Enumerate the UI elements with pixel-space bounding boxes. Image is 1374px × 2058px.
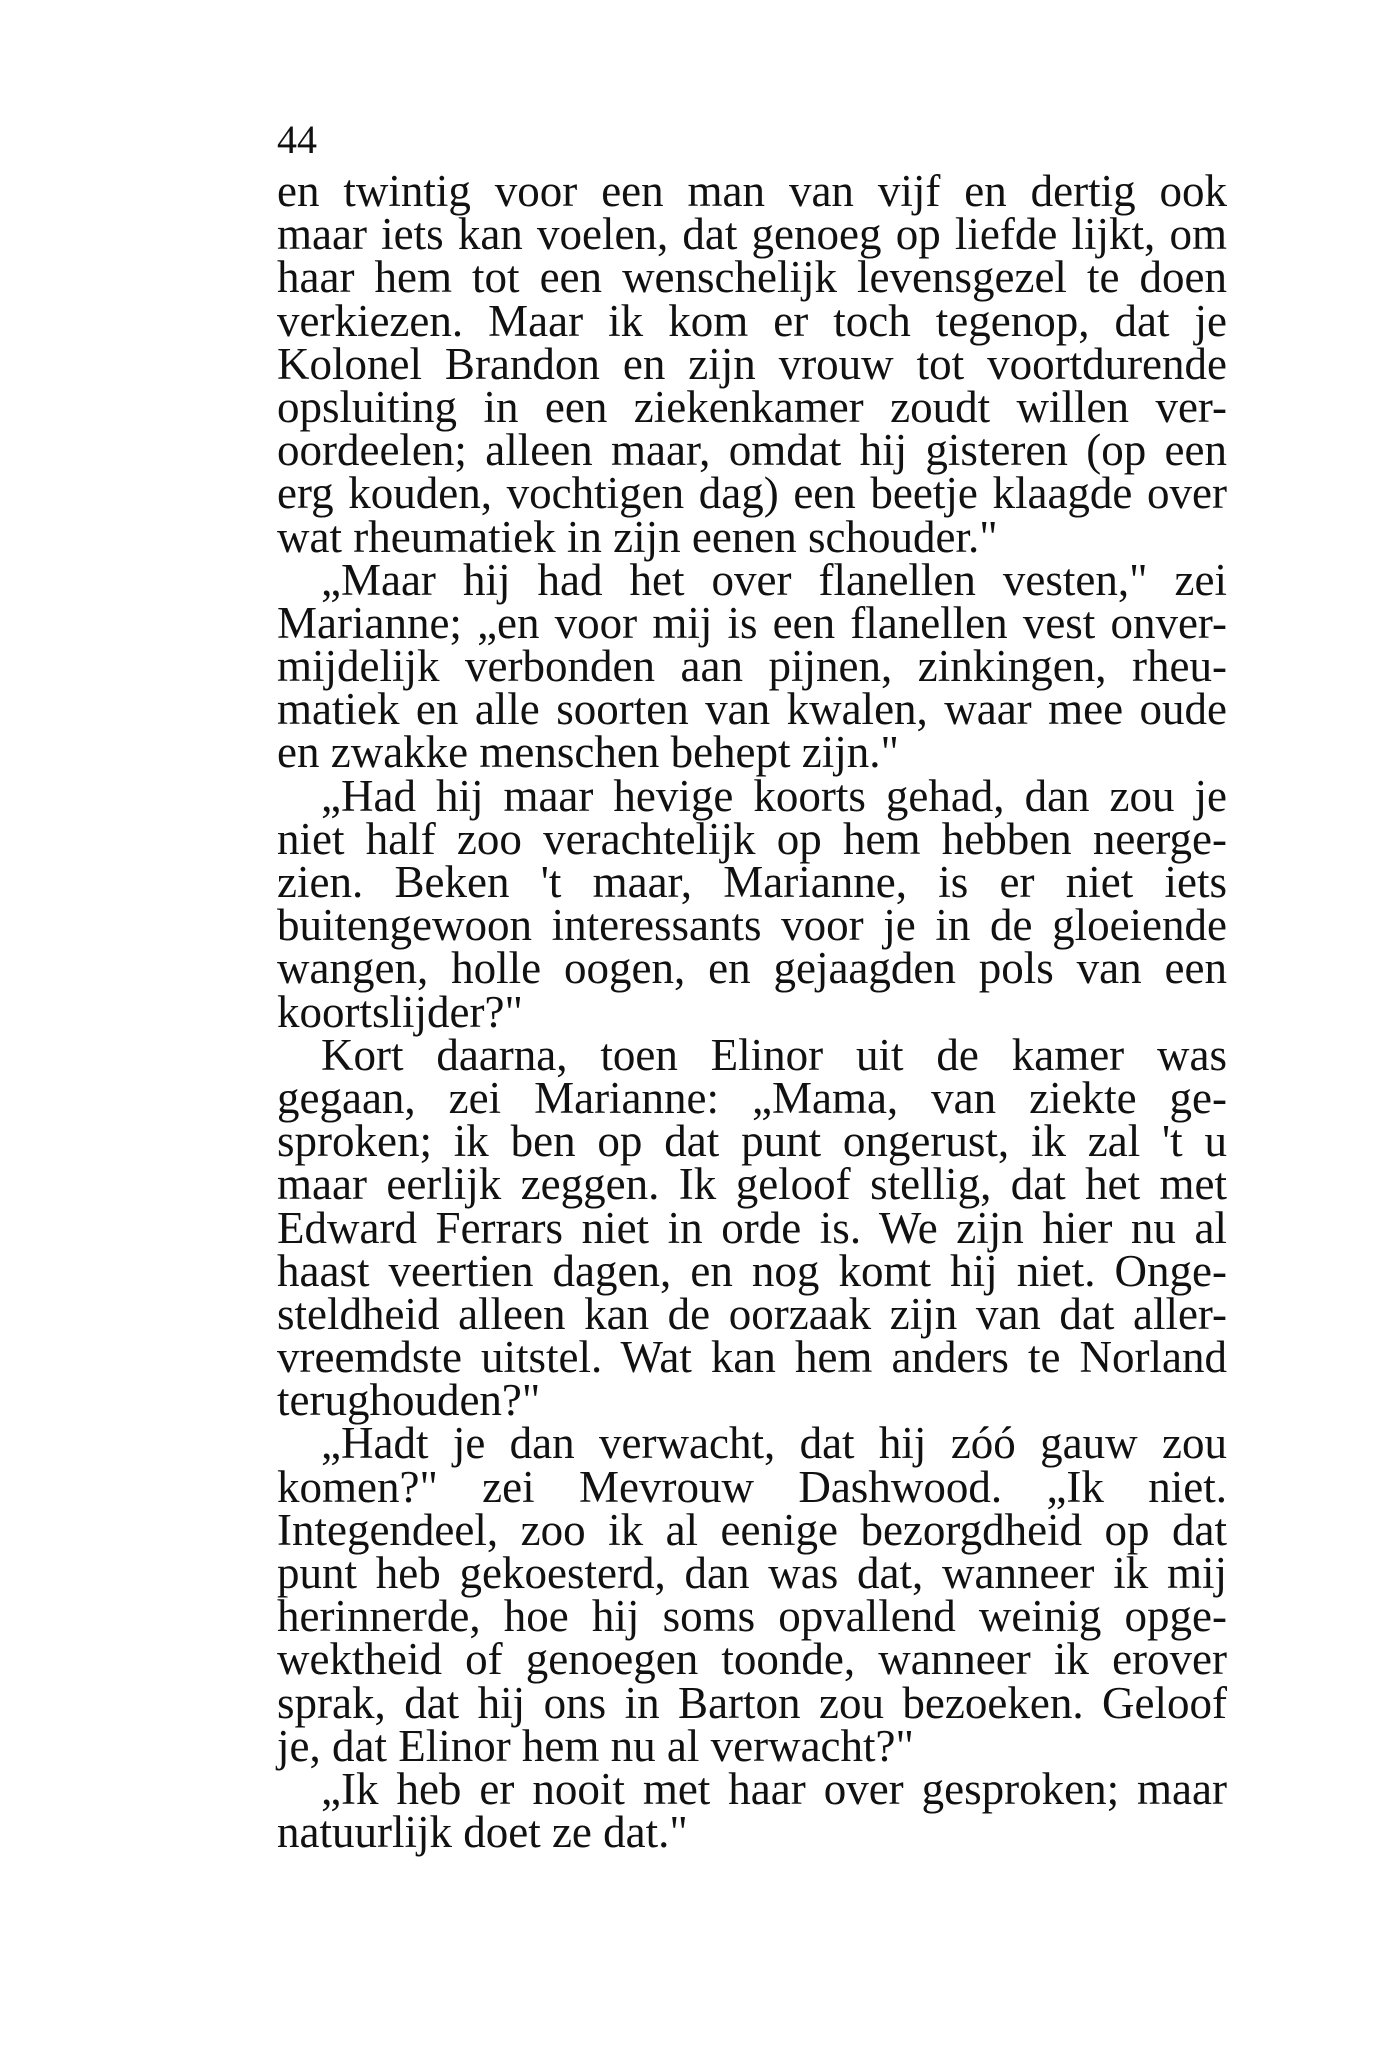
- text-line: verkiezen. Maar ik kom er toch tegenop, dat je: [277, 295, 1227, 346]
- text-line: komen?" zei Mevrouw Dashwood. „Ik niet.: [277, 1461, 1227, 1512]
- text-line: natuurlijk doet ze dat.": [277, 1807, 688, 1858]
- text-line: „Had hij maar hevige koorts gehad, dan zou je: [321, 770, 1227, 821]
- text-line: terughouden?": [277, 1375, 541, 1426]
- text-line: koortslijder?": [277, 986, 523, 1037]
- text-line: en zwakke menschen behept zijn.": [277, 727, 899, 778]
- text-line: Integendeel, zoo ik al eenige bezorgdheid op dat: [277, 1504, 1227, 1555]
- text-line: vreemdste uitstel. Wat kan hem anders te Norland: [277, 1332, 1227, 1383]
- text-line: maar iets kan voelen, dat genoeg op liefde lijkt, om: [277, 209, 1227, 260]
- text-line: gegaan, zei Marianne: „Mama, van ziekte ge-: [277, 1072, 1227, 1123]
- text-line: en twintig voor een man van vijf en dertig ook: [277, 166, 1227, 216]
- text-line: matiek en alle soorten van kwalen, waar mee oude: [277, 684, 1227, 735]
- text-line: Edward Ferrars niet in orde is. We zijn hier nu al: [277, 1202, 1227, 1253]
- text-line: Kolonel Brandon en zijn vrouw tot voortdurende: [277, 338, 1227, 389]
- text-line: mijdelijk verbonden aan pijnen, zinkingen, rheu-: [277, 641, 1227, 692]
- text-line: sprak, dat hij ons in Barton zou bezoeken. Geloof: [277, 1677, 1227, 1728]
- text-line: opsluiting in een ziekenkamer zoudt willen ver-: [277, 381, 1227, 432]
- text-line: maar eerlijk zeggen. Ik geloof stellig, dat het met: [277, 1159, 1227, 1210]
- paragraph: [277, 1763, 1227, 1858]
- paragraph: [277, 1029, 1227, 1426]
- text-line: wektheid of genoegen toonde, wanneer ik erover: [277, 1634, 1227, 1685]
- text-line: herinnerde, hoe hij soms opvallend weinig opge-: [277, 1591, 1227, 1642]
- text-line: Marianne; „en voor mij is een flanellen vest onver-: [277, 597, 1227, 648]
- paragraph: [277, 166, 1227, 562]
- body-text: [277, 166, 1227, 1858]
- text-line: je, dat Elinor hem nu al verwacht?": [277, 1720, 914, 1771]
- text-line: „Ik heb er nooit met haar over gesproken; maar: [321, 1763, 1227, 1814]
- paragraph: [277, 1418, 1227, 1771]
- text-line: niet half zoo verachtelijk op hem hebben neerge-: [277, 813, 1227, 864]
- text-line: buitengewoon interessants voor je in de gloeiende: [277, 900, 1227, 951]
- text-line: steldheid alleen kan de oorzaak zijn van dat aller-: [277, 1288, 1227, 1339]
- text-line: zien. Beken 't maar, Marianne, is er niet iets: [277, 857, 1227, 907]
- page-number: 44: [277, 117, 317, 162]
- text-line: wat rheumatiek in zijn eenen schouder.": [277, 511, 998, 562]
- text-line: sproken; ik ben op dat punt ongerust, ik zal 't u: [277, 1116, 1227, 1167]
- text-line: erg kouden, vochtigen dag) een beetje klaagde over: [277, 468, 1227, 519]
- text-line: haast veertien dagen, en nog komt hij niet. Onge-: [277, 1245, 1227, 1296]
- paragraph: [277, 770, 1227, 1037]
- text-line: wangen, holle oogen, en gejaagden pols van een: [277, 943, 1227, 994]
- paragraph: [277, 554, 1227, 778]
- text-line: haar hem tot een wenschelijk levensgezel te doen: [277, 252, 1227, 303]
- text-line: „Hadt je dan verwacht, dat hij zóó gauw zou: [321, 1418, 1227, 1469]
- text-line: Kort daarna, toen Elinor uit de kamer was: [321, 1029, 1227, 1080]
- text-line: punt heb gekoesterd, dan was dat, wanneer ik mij: [277, 1548, 1227, 1598]
- text-line: „Maar hij had het over flanellen vesten," zei: [321, 554, 1227, 605]
- text-line: oordeelen; alleen maar, omdat hij gisteren (op een: [277, 425, 1227, 476]
